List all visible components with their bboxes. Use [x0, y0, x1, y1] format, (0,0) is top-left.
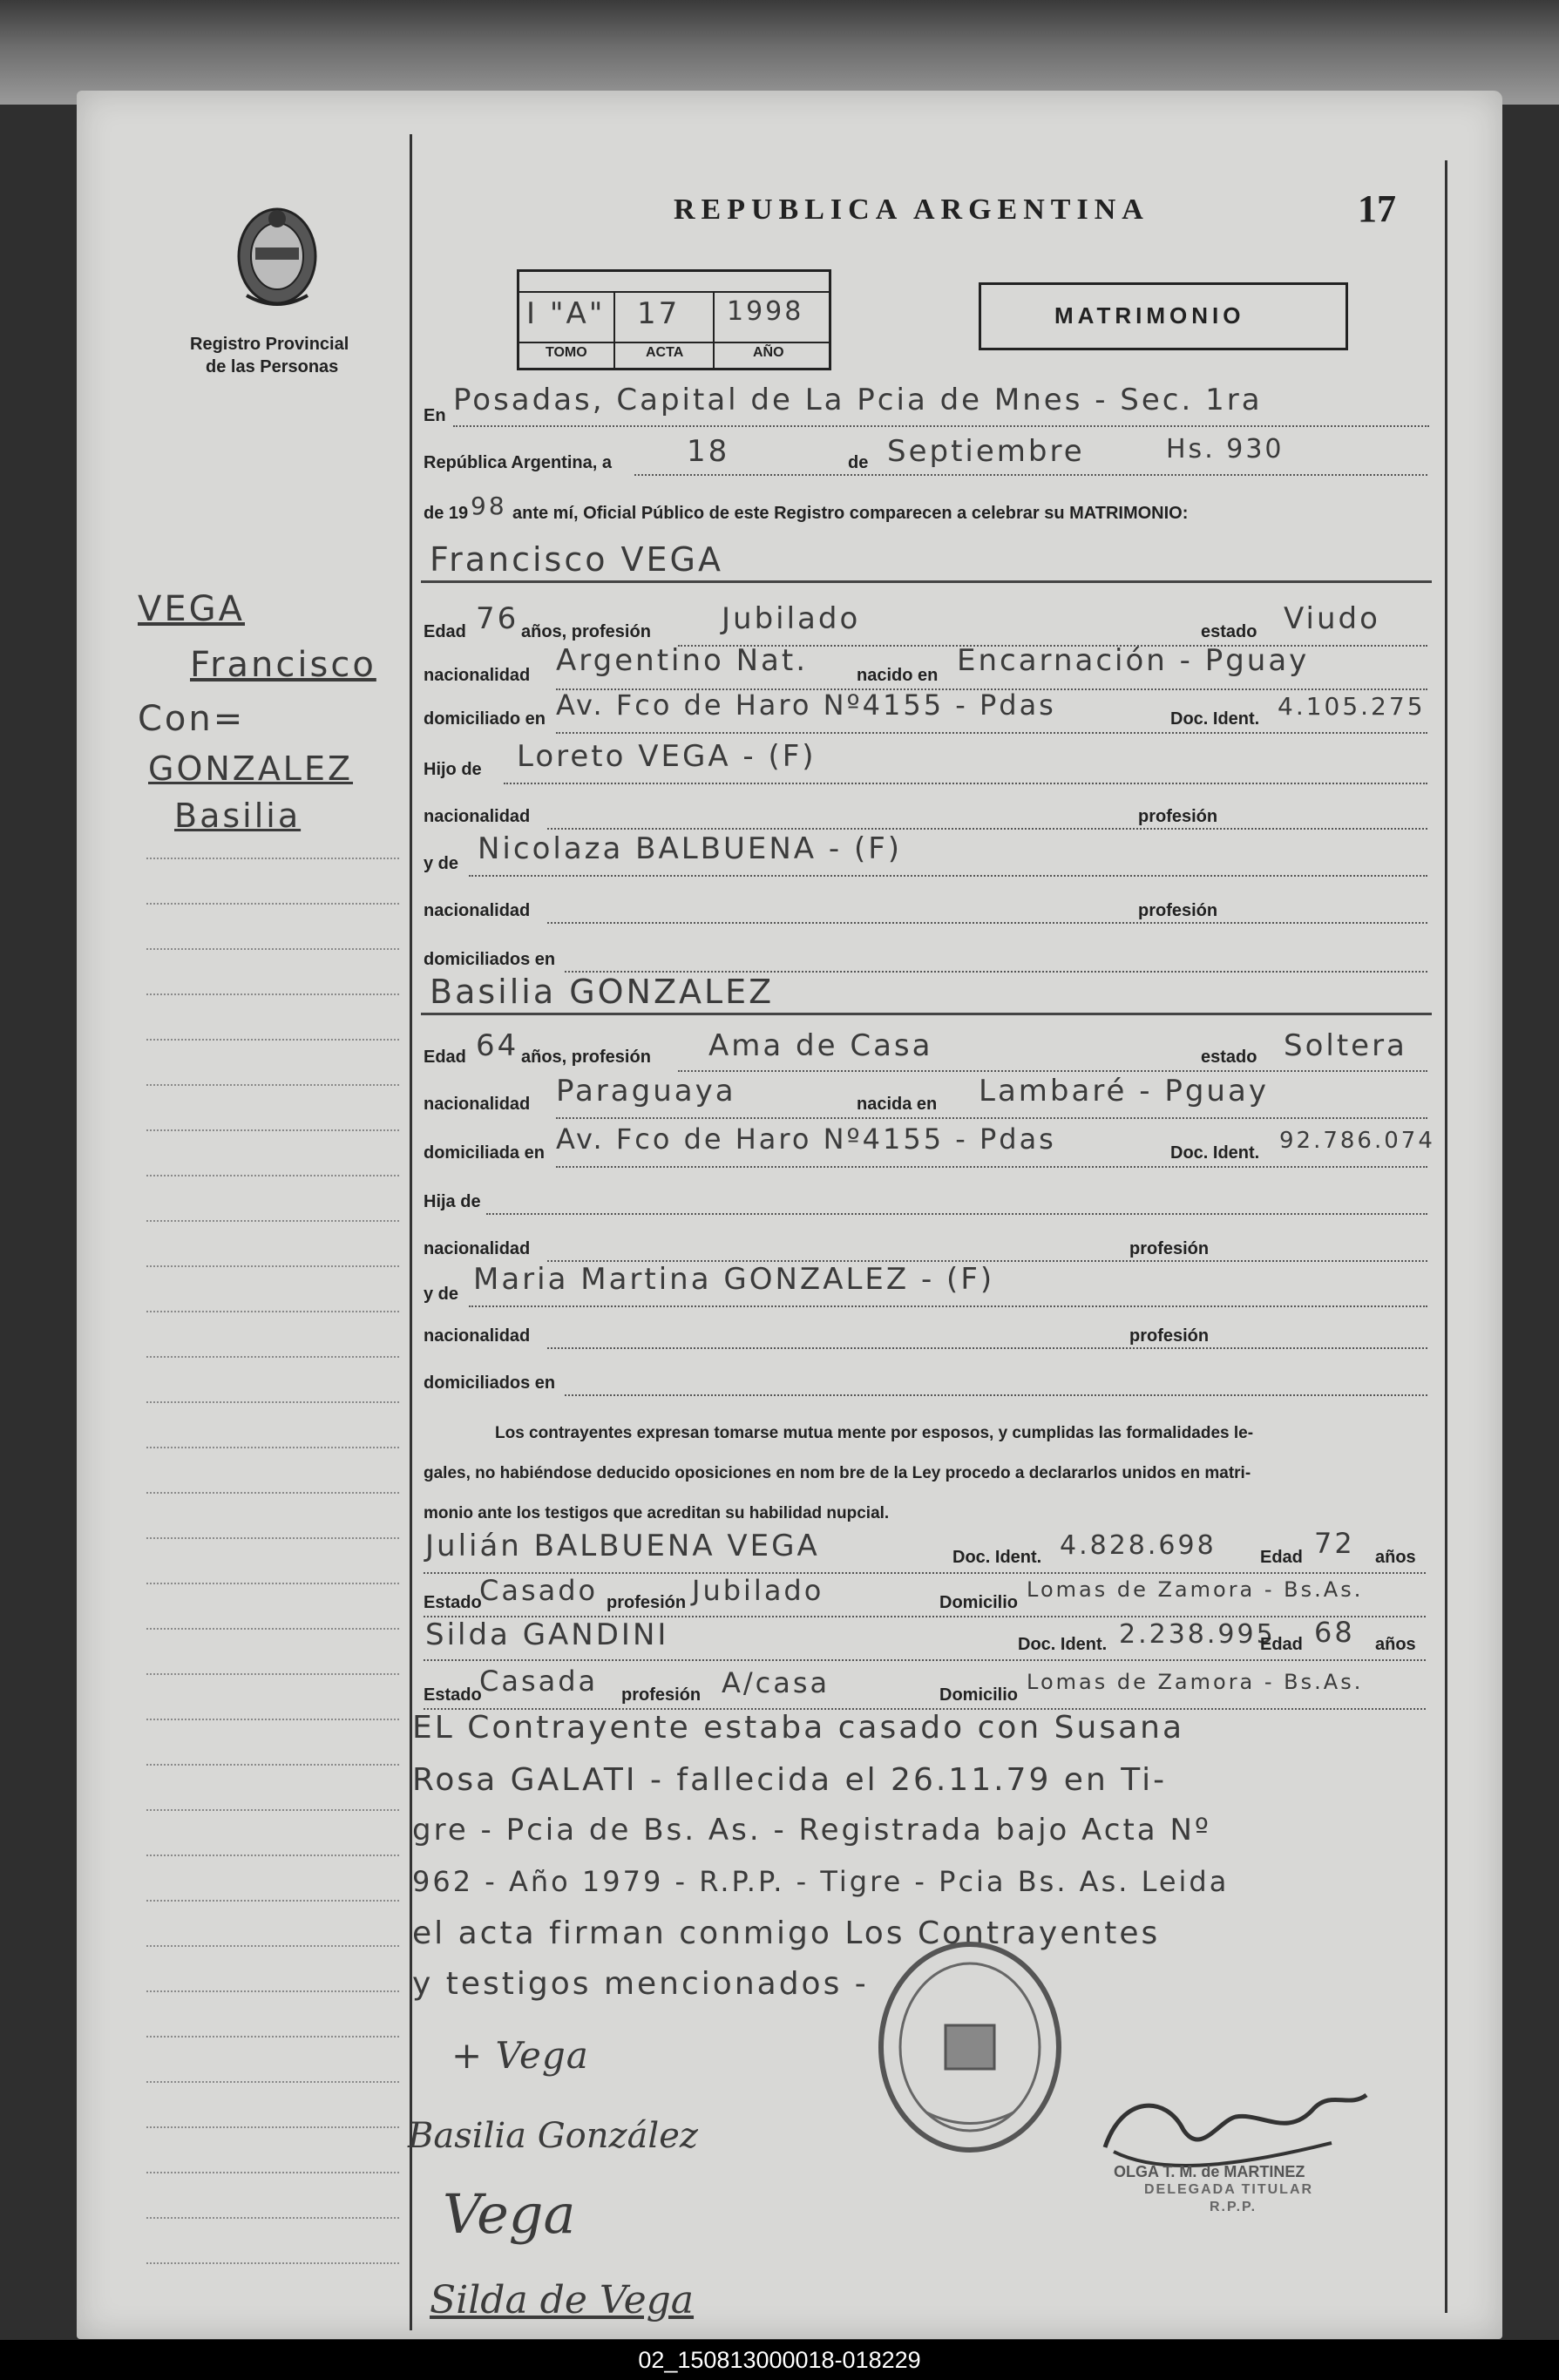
ano-value: 1998 — [727, 296, 804, 327]
margin-ruled-line — [146, 1220, 399, 1222]
groom-birthplace: Encarnación - Pguay — [957, 643, 1310, 678]
official-title-2: R.P.P. — [1210, 2200, 1257, 2214]
bride-hija-label: Hija de — [424, 1192, 481, 1211]
margin-ruled-line — [146, 948, 399, 950]
witness-1-name: Julián BALBUENA VEGA — [425, 1529, 820, 1563]
bride-mother-prof-label: profesión — [1129, 1326, 1210, 1346]
declaration-line-1: Los contrayentes expresan tomarse mutua mente por esposos, y cumplidas las formalidades le- — [495, 1424, 1254, 1442]
bride-mother: Maria Martina GONZALEZ - (F) — [473, 1262, 995, 1297]
groom-nacido-label: nacido en — [857, 666, 939, 685]
margin-ruled-line — [146, 1401, 399, 1403]
witness-2-name: Silda GANDINI — [425, 1617, 669, 1652]
margin-ruled-line — [146, 1039, 399, 1041]
bride-nacida-label: nacida en — [857, 1095, 938, 1114]
de-label: de — [848, 453, 869, 472]
bride-doc-label: Doc. Ident. — [1170, 1143, 1260, 1163]
right-border — [1445, 160, 1447, 2313]
official-name: OLGA T. M. de MARTINEZ — [1114, 2163, 1305, 2180]
bride-nac-label: nacionalidad — [424, 1095, 531, 1114]
bride-profession: Ama de Casa — [708, 1028, 933, 1063]
groom-estado-label: estado — [1201, 622, 1257, 641]
bride-doc: 92.786.074 — [1279, 1128, 1435, 1154]
witness-2-address: Lomas de Zamora - Bs.As. — [1027, 1670, 1364, 1694]
bride-father-nac-label: nacionalidad — [424, 1239, 531, 1258]
margin-ruled-line — [146, 1311, 399, 1312]
margin-ruled-line — [146, 1719, 399, 1720]
bride-age: 64 — [476, 1028, 519, 1063]
note-line-4: 962 - Año 1979 - R.P.P. - Tigre - Pcia Bs. As. Leida — [412, 1865, 1230, 1898]
witness-1-age: 72 — [1314, 1527, 1355, 1560]
witness-1-anos-label: años — [1375, 1548, 1416, 1567]
bride-domiciliados-label: domiciliados en — [424, 1373, 556, 1393]
margin-ruled-line — [146, 1537, 399, 1539]
coat-of-arms-icon — [229, 200, 325, 313]
image-id-footer: 02_150813000018-018229 — [0, 2340, 1559, 2380]
witness-1-doc: 4.828.698 — [1060, 1530, 1217, 1561]
margin-ruled-line — [146, 1764, 399, 1766]
doc-type-box — [979, 282, 1348, 350]
groom-hijo-label: Hijo de — [424, 760, 482, 779]
page-number: 17 — [1358, 187, 1396, 230]
witness-2-status: Casada — [479, 1665, 599, 1698]
signature-4: Silda de Vega — [430, 2278, 695, 2322]
document-page — [77, 91, 1502, 2339]
witness-1-estado-label: Estado — [424, 1593, 482, 1612]
margin-surname-1: VEGA — [138, 589, 245, 629]
bride-dom-label: domiciliada en — [424, 1143, 545, 1163]
witness-2-age: 68 — [1314, 1616, 1355, 1649]
margin-ruled-line — [146, 1084, 399, 1086]
margin-ruled-line — [146, 2081, 399, 2083]
place: Posadas, Capital de La Pcia de Mnes - Sec. 1ra — [453, 383, 1263, 417]
groom-mother-prof-label: profesión — [1138, 901, 1218, 920]
groom-father-prof-label: profesión — [1138, 807, 1218, 826]
groom-father-nac-label: nacionalidad — [424, 807, 531, 826]
bride-address: Av. Fco de Haro Nº4155 - Pdas — [556, 1122, 1056, 1156]
ano-label: AÑO — [753, 345, 784, 360]
hour: Hs. 930 — [1166, 434, 1284, 464]
margin-ruled-line — [146, 2262, 399, 2264]
groom-dom-label: domiciliado en — [424, 709, 546, 729]
tomo-label: TOMO — [546, 345, 587, 360]
republica-label: República Argentina, a — [424, 453, 612, 472]
year-prefix: de 19 — [424, 504, 469, 523]
bride-mother-nac-label: nacionalidad — [424, 1326, 531, 1346]
margin-ruled-line — [146, 1492, 399, 1494]
margin-ruled-line — [146, 1900, 399, 1902]
bride-yde-label: y de — [424, 1285, 459, 1304]
groom-mother: Nicolaza BALBUENA - (F) — [478, 831, 903, 866]
bride-nationality: Paraguaya — [556, 1074, 736, 1109]
bride-status: Soltera — [1284, 1028, 1407, 1063]
ante-text: ante mí, Oficial Público de este Registro comparecen a celebrar su MATRIMONIO: — [512, 504, 1189, 523]
margin-firstname-1: Francisco — [190, 645, 376, 685]
groom-father: Loreto VEGA - (F) — [517, 739, 817, 774]
declaration-line-3: monio ante los testigos que acreditan su habilidad nupcial. — [424, 1504, 890, 1522]
witness-1-edad-label: Edad — [1260, 1548, 1303, 1567]
note-line-3: gre - Pcia de Bs. As. - Registrada bajo Acta Nº — [412, 1813, 1211, 1848]
witness-1-dom-label: Domicilio — [939, 1593, 1019, 1612]
witness-2-edad-label: Edad — [1260, 1635, 1303, 1654]
margin-ruled-line — [146, 2172, 399, 2173]
margin-ruled-line — [146, 1673, 399, 1675]
witness-2-doc: 2.238.995 — [1119, 1619, 1276, 1650]
groom-profession: Jubilado — [722, 601, 861, 636]
groom-domiciliados-label: domiciliados en — [424, 950, 556, 969]
bride-name: Basilia GONZALEZ — [430, 973, 775, 1011]
groom-name: Francisco VEGA — [430, 540, 724, 579]
declaration-line-2: gales, no habiéndose deducido oposiciones en nom bre de la Ley procedo a declararlos unidos en matri- — [424, 1464, 1251, 1482]
margin-ruled-line — [146, 1945, 399, 1947]
registry-label-1: Registro Provincial — [190, 335, 349, 354]
groom-yde-label: y de — [424, 854, 459, 873]
official-seal-icon — [874, 1938, 1066, 2156]
country-title: REPUBLICA ARGENTINA — [674, 193, 1149, 226]
bride-edad-label: Edad — [424, 1048, 466, 1067]
signature-3: Vega — [443, 2182, 576, 2246]
margin-ruled-line — [146, 903, 399, 905]
witness-1-prof-label: profesión — [607, 1593, 687, 1612]
witness-2-anos-label: años — [1375, 1635, 1416, 1654]
registration-box — [517, 269, 831, 370]
margin-ruled-line — [146, 1855, 399, 1856]
margin-ruled-line — [146, 1447, 399, 1448]
book-background — [0, 0, 1559, 105]
witness-1-status: Casado — [479, 1574, 599, 1607]
margin-ruled-line — [146, 2126, 399, 2128]
witness-2-prof-label: profesión — [621, 1685, 702, 1705]
groom-doc-label: Doc. Ident. — [1170, 709, 1260, 729]
margin-firstname-2: Basilia — [174, 797, 302, 835]
day: 18 — [687, 434, 730, 469]
signature-2: Basilia González — [408, 2116, 698, 2156]
year-suffix: 98 — [471, 492, 507, 520]
groom-nationality: Argentino Nat. — [556, 643, 809, 678]
groom-doc: 4.105.275 — [1278, 692, 1426, 721]
margin-ruled-line — [146, 1809, 399, 1811]
note-line-5: el acta firman conmigo Los Contrayentes — [412, 1916, 1161, 1951]
bride-father-prof-label: profesión — [1129, 1239, 1210, 1258]
witness-1-doc-label: Doc. Ident. — [952, 1548, 1042, 1567]
signature-1: + Vega — [451, 2034, 589, 2077]
bride-estado-label: estado — [1201, 1048, 1257, 1067]
doc-type: MATRIMONIO — [1054, 302, 1245, 329]
en-label: En — [424, 406, 446, 425]
groom-anos-prof-label: años, profesión — [521, 622, 651, 641]
groom-age: 76 — [476, 601, 519, 636]
witness-1-profession: Jubilado — [692, 1574, 824, 1607]
bride-birthplace: Lambaré - Pguay — [979, 1074, 1269, 1109]
month: Septiembre — [887, 434, 1085, 469]
margin-ruled-line — [146, 2036, 399, 2038]
groom-edad-label: Edad — [424, 622, 466, 641]
note-line-2: Rosa GALATI - fallecida el 26.11.79 en Ti- — [412, 1762, 1168, 1798]
groom-address: Av. Fco de Haro Nº4155 - Pdas — [556, 688, 1056, 722]
witness-2-doc-label: Doc. Ident. — [1018, 1635, 1108, 1654]
witness-2-estado-label: Estado — [424, 1685, 482, 1705]
margin-surname-2: GONZALEZ — [148, 749, 354, 788]
note-line-6: y testigos mencionados - — [412, 1966, 869, 2002]
note-line-1: EL Contrayente estaba casado con Susana — [412, 1710, 1185, 1746]
acta-value: 17 — [637, 296, 681, 331]
margin-ruled-line — [146, 1175, 399, 1176]
margin-ruled-line — [146, 1129, 399, 1131]
tomo-value: I "A" — [526, 296, 606, 331]
witness-1-address: Lomas de Zamora - Bs.As. — [1027, 1577, 1364, 1602]
registry-label-2: de las Personas — [206, 357, 339, 376]
groom-nac-label: nacionalidad — [424, 666, 531, 685]
groom-status: Viudo — [1284, 601, 1380, 636]
margin-ruled-line — [146, 2217, 399, 2219]
margin-ruled-line — [146, 1628, 399, 1630]
margin-ruled-line — [146, 1990, 399, 1992]
witness-2-profession: A/casa — [722, 1666, 830, 1699]
margin-ruled-line — [146, 858, 399, 859]
margin-ruled-line — [146, 1356, 399, 1358]
margin-con: Con= — [138, 699, 246, 739]
witness-2-dom-label: Domicilio — [939, 1685, 1019, 1705]
margin-ruled-line — [146, 1265, 399, 1267]
bride-anos-prof-label: años, profesión — [521, 1048, 651, 1067]
official-title-1: DELEGADA TITULAR — [1144, 2182, 1314, 2197]
margin-ruled-line — [146, 993, 399, 995]
margin-ruled-line — [146, 1583, 399, 1584]
groom-mother-nac-label: nacionalidad — [424, 901, 531, 920]
acta-label: ACTA — [646, 345, 684, 360]
